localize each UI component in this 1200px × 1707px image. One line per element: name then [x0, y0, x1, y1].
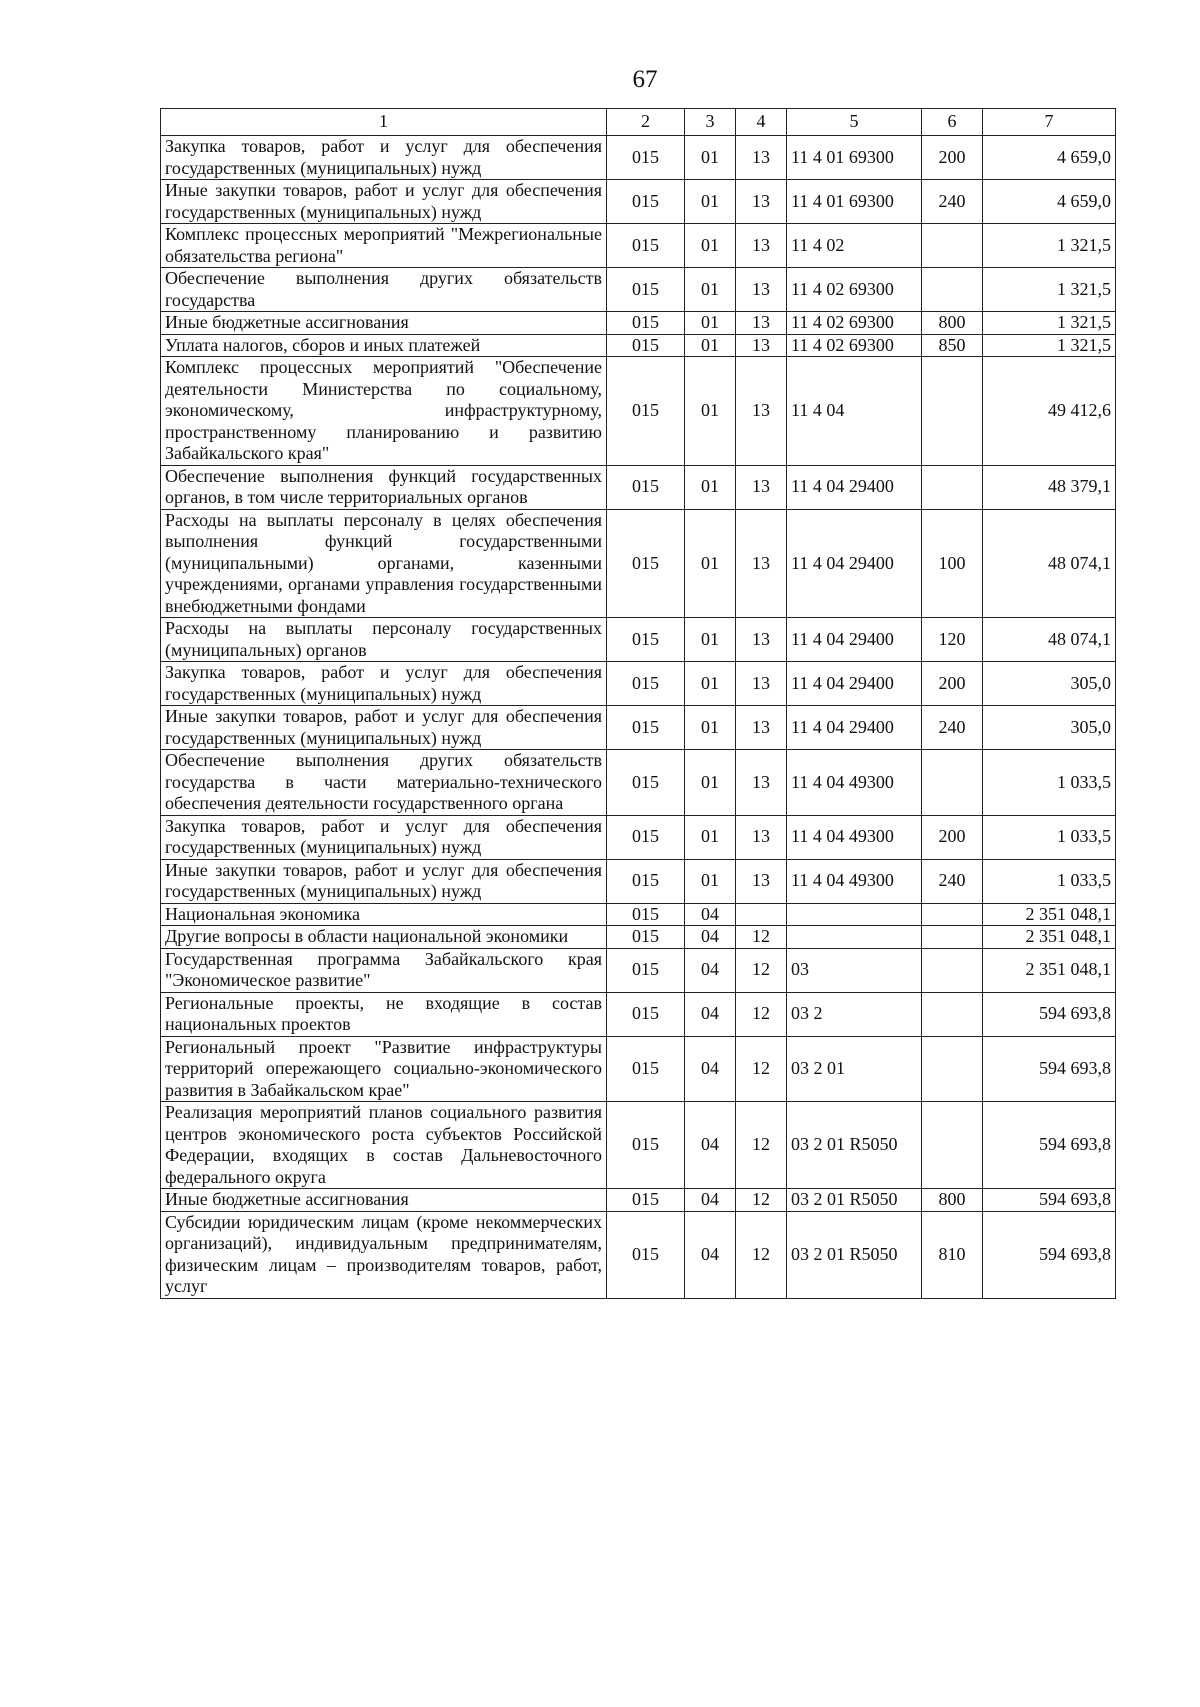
table-body	[161, 136, 1116, 1299]
row-subsection-cell: 12	[736, 1189, 787, 1212]
table-row	[161, 357, 1116, 466]
row-amount-cell: 48 074,1	[983, 618, 1116, 662]
row-target-cell: 11 4 04 49300	[787, 750, 922, 816]
row-section-cell: 01	[685, 357, 736, 466]
row-section-cell: 04	[685, 1211, 736, 1298]
table-row	[161, 1211, 1116, 1298]
row-name-cell: Субсидии юридическим лицам (кроме некоммерческих организаций), индивидуальным предпринимателям, физическим лицам – производителям товаров, работ, услуг	[161, 1211, 607, 1298]
row-target-cell	[787, 903, 922, 926]
row-type-cell	[922, 750, 983, 816]
row-subsection-cell: 13	[736, 268, 787, 312]
row-target-cell: 11 4 02 69300	[787, 312, 922, 335]
row-name-cell: Национальная экономика	[161, 903, 607, 926]
row-amount-cell: 305,0	[983, 706, 1116, 750]
row-type-cell	[922, 903, 983, 926]
row-target-cell: 11 4 04 29400	[787, 706, 922, 750]
row-name-cell: Государственная программа Забайкальского края "Экономическое развитие"	[161, 948, 607, 992]
row-amount-cell: 2 351 048,1	[983, 903, 1116, 926]
column-header: 3	[685, 109, 736, 136]
row-target-cell: 11 4 01 69300	[787, 136, 922, 180]
table-row	[161, 1102, 1116, 1189]
row-code-cell: 015	[607, 268, 685, 312]
row-subsection-cell: 13	[736, 465, 787, 509]
row-amount-cell: 594 693,8	[983, 992, 1116, 1036]
row-section-cell: 01	[685, 268, 736, 312]
table-row	[161, 706, 1116, 750]
row-subsection-cell: 13	[736, 750, 787, 816]
row-type-cell: 200	[922, 815, 983, 859]
page-number: 67	[632, 66, 658, 93]
table-row	[161, 750, 1116, 816]
row-target-cell: 11 4 04 29400	[787, 662, 922, 706]
row-type-cell: 240	[922, 706, 983, 750]
row-section-cell: 04	[685, 1102, 736, 1189]
row-subsection-cell: 12	[736, 1036, 787, 1102]
row-name-cell: Региональный проект "Развитие инфраструктуры территорий опережающего социально-экономического развития в Забайкальском крае"	[161, 1036, 607, 1102]
row-code-cell: 015	[607, 1102, 685, 1189]
column-header: 4	[736, 109, 787, 136]
row-code-cell: 015	[607, 136, 685, 180]
row-type-cell: 200	[922, 662, 983, 706]
row-type-cell	[922, 224, 983, 268]
row-code-cell: 015	[607, 312, 685, 335]
row-subsection-cell: 12	[736, 948, 787, 992]
row-section-cell: 01	[685, 618, 736, 662]
table-row	[161, 268, 1116, 312]
column-header: 6	[922, 109, 983, 136]
row-name-cell: Иные закупки товаров, работ и услуг для обеспечения государственных (муниципальных) нужд	[161, 706, 607, 750]
table-row	[161, 662, 1116, 706]
column-header: 7	[983, 109, 1116, 136]
row-type-cell: 800	[922, 312, 983, 335]
row-type-cell	[922, 992, 983, 1036]
row-section-cell: 01	[685, 662, 736, 706]
row-amount-cell: 1 321,5	[983, 334, 1116, 357]
row-target-cell: 03	[787, 948, 922, 992]
row-code-cell: 015	[607, 815, 685, 859]
row-amount-cell: 1 321,5	[983, 224, 1116, 268]
row-type-cell	[922, 1036, 983, 1102]
row-subsection-cell: 13	[736, 136, 787, 180]
row-subsection-cell: 12	[736, 1211, 787, 1298]
row-section-cell: 01	[685, 706, 736, 750]
row-section-cell: 01	[685, 815, 736, 859]
row-type-cell: 100	[922, 509, 983, 618]
row-target-cell: 11 4 02 69300	[787, 334, 922, 357]
row-section-cell: 04	[685, 1189, 736, 1212]
row-code-cell: 015	[607, 926, 685, 949]
row-target-cell: 11 4 02	[787, 224, 922, 268]
table-row	[161, 224, 1116, 268]
row-target-cell: 03 2 01 R5050	[787, 1211, 922, 1298]
row-code-cell: 015	[607, 750, 685, 816]
table-row	[161, 859, 1116, 903]
row-type-cell: 240	[922, 859, 983, 903]
row-subsection-cell	[736, 903, 787, 926]
row-subsection-cell: 13	[736, 859, 787, 903]
row-section-cell: 01	[685, 859, 736, 903]
row-type-cell	[922, 357, 983, 466]
row-subsection-cell: 13	[736, 509, 787, 618]
row-code-cell: 015	[607, 357, 685, 466]
row-section-cell: 01	[685, 312, 736, 335]
row-section-cell: 04	[685, 903, 736, 926]
row-name-cell: Обеспечение выполнения других обязательств государства в части материально-технического обеспечения деятельности государственного органа	[161, 750, 607, 816]
row-name-cell: Закупка товаров, работ и услуг для обеспечения государственных (муниципальных) нужд	[161, 662, 607, 706]
row-name-cell: Региональные проекты, не входящие в состав национальных проектов	[161, 992, 607, 1036]
row-subsection-cell: 13	[736, 224, 787, 268]
table-row	[161, 180, 1116, 224]
row-amount-cell: 49 412,6	[983, 357, 1116, 466]
row-amount-cell: 2 351 048,1	[983, 926, 1116, 949]
row-name-cell: Расходы на выплаты персоналу в целях обеспечения выполнения функций государственными (муниципальными) органами, казенными учреждениями, органами управления государственными внебюджетными фондами	[161, 509, 607, 618]
row-amount-cell: 48 379,1	[983, 465, 1116, 509]
row-amount-cell: 1 321,5	[983, 268, 1116, 312]
row-name-cell: Другие вопросы в области национальной экономики	[161, 926, 607, 949]
table-row	[161, 903, 1116, 926]
table-row	[161, 509, 1116, 618]
row-code-cell: 015	[607, 1036, 685, 1102]
row-code-cell: 015	[607, 662, 685, 706]
row-type-cell	[922, 268, 983, 312]
row-code-cell: 015	[607, 465, 685, 509]
row-target-cell: 03 2	[787, 992, 922, 1036]
row-code-cell: 015	[607, 180, 685, 224]
row-target-cell: 11 4 04	[787, 357, 922, 466]
row-subsection-cell: 13	[736, 312, 787, 335]
row-code-cell: 015	[607, 706, 685, 750]
row-amount-cell: 305,0	[983, 662, 1116, 706]
row-type-cell: 120	[922, 618, 983, 662]
row-type-cell: 810	[922, 1211, 983, 1298]
row-code-cell: 015	[607, 992, 685, 1036]
row-type-cell	[922, 465, 983, 509]
row-code-cell: 015	[607, 859, 685, 903]
row-amount-cell: 594 693,8	[983, 1036, 1116, 1102]
row-type-cell: 240	[922, 180, 983, 224]
row-name-cell: Иные закупки товаров, работ и услуг для обеспечения государственных (муниципальных) нужд	[161, 859, 607, 903]
row-amount-cell: 594 693,8	[983, 1102, 1116, 1189]
row-code-cell: 015	[607, 1189, 685, 1212]
row-code-cell: 015	[607, 224, 685, 268]
row-type-cell	[922, 1102, 983, 1189]
column-header: 1	[161, 109, 607, 136]
column-header: 5	[787, 109, 922, 136]
header-row	[161, 109, 1116, 136]
row-code-cell: 015	[607, 509, 685, 618]
table-row	[161, 1189, 1116, 1212]
row-target-cell	[787, 926, 922, 949]
row-name-cell: Комплекс процессных мероприятий "Обеспечение деятельности Министерства по социальному, экономическому, инфраструктурному, пространственному планированию и развитию Забайкальского края"	[161, 357, 607, 466]
row-subsection-cell: 12	[736, 926, 787, 949]
row-section-cell: 04	[685, 1036, 736, 1102]
row-section-cell: 01	[685, 136, 736, 180]
row-name-cell: Обеспечение выполнения других обязательств государства	[161, 268, 607, 312]
row-subsection-cell: 13	[736, 618, 787, 662]
row-section-cell: 04	[685, 948, 736, 992]
row-code-cell: 015	[607, 334, 685, 357]
table-row	[161, 926, 1116, 949]
row-type-cell: 850	[922, 334, 983, 357]
row-name-cell: Закупка товаров, работ и услуг для обеспечения государственных (муниципальных) нужд	[161, 815, 607, 859]
row-amount-cell: 594 693,8	[983, 1189, 1116, 1212]
row-target-cell: 11 4 04 49300	[787, 815, 922, 859]
row-target-cell: 11 4 01 69300	[787, 180, 922, 224]
row-name-cell: Иные бюджетные ассигнования	[161, 312, 607, 335]
row-amount-cell: 1 033,5	[983, 815, 1116, 859]
row-subsection-cell: 13	[736, 180, 787, 224]
table-row	[161, 992, 1116, 1036]
row-amount-cell: 1 033,5	[983, 750, 1116, 816]
table-row	[161, 618, 1116, 662]
row-target-cell: 11 4 02 69300	[787, 268, 922, 312]
row-subsection-cell: 13	[736, 706, 787, 750]
row-name-cell: Иные бюджетные ассигнования	[161, 1189, 607, 1212]
row-subsection-cell: 13	[736, 815, 787, 859]
row-name-cell: Комплекс процессных мероприятий "Межрегиональные обязательства региона"	[161, 224, 607, 268]
table-row	[161, 312, 1116, 335]
row-type-cell: 200	[922, 136, 983, 180]
row-target-cell: 03 2 01 R5050	[787, 1102, 922, 1189]
row-section-cell: 04	[685, 926, 736, 949]
column-header: 2	[607, 109, 685, 136]
row-subsection-cell: 12	[736, 1102, 787, 1189]
row-name-cell: Уплата налогов, сборов и иных платежей	[161, 334, 607, 357]
table-row	[161, 815, 1116, 859]
row-section-cell: 01	[685, 750, 736, 816]
row-subsection-cell: 13	[736, 334, 787, 357]
row-amount-cell: 1 033,5	[983, 859, 1116, 903]
table-row	[161, 136, 1116, 180]
row-amount-cell: 2 351 048,1	[983, 948, 1116, 992]
row-subsection-cell: 13	[736, 662, 787, 706]
row-amount-cell: 594 693,8	[983, 1211, 1116, 1298]
row-type-cell	[922, 926, 983, 949]
row-section-cell: 01	[685, 509, 736, 618]
table-row	[161, 334, 1116, 357]
row-target-cell: 11 4 04 29400	[787, 509, 922, 618]
row-section-cell: 04	[685, 992, 736, 1036]
row-target-cell: 11 4 04 49300	[787, 859, 922, 903]
row-amount-cell: 1 321,5	[983, 312, 1116, 335]
row-section-cell: 01	[685, 224, 736, 268]
row-amount-cell: 48 074,1	[983, 509, 1116, 618]
row-section-cell: 01	[685, 465, 736, 509]
row-code-cell: 015	[607, 618, 685, 662]
row-name-cell: Реализация мероприятий планов социального развития центров экономического роста субъектов Российской Федерации, входящих в состав Дальневосточного федерального округа	[161, 1102, 607, 1189]
row-target-cell: 03 2 01	[787, 1036, 922, 1102]
row-name-cell: Расходы на выплаты персоналу государственных (муниципальных) органов	[161, 618, 607, 662]
table-row	[161, 1036, 1116, 1102]
row-target-cell: 11 4 04 29400	[787, 465, 922, 509]
row-amount-cell: 4 659,0	[983, 136, 1116, 180]
row-code-cell: 015	[607, 948, 685, 992]
row-target-cell: 03 2 01 R5050	[787, 1189, 922, 1212]
budget-table	[160, 108, 1116, 1299]
table-row	[161, 948, 1116, 992]
row-name-cell: Закупка товаров, работ и услуг для обеспечения государственных (муниципальных) нужд	[161, 136, 607, 180]
row-subsection-cell: 13	[736, 357, 787, 466]
row-name-cell: Иные закупки товаров, работ и услуг для обеспечения государственных (муниципальных) нужд	[161, 180, 607, 224]
row-type-cell: 800	[922, 1189, 983, 1212]
row-section-cell: 01	[685, 334, 736, 357]
row-code-cell: 015	[607, 1211, 685, 1298]
row-target-cell: 11 4 04 29400	[787, 618, 922, 662]
row-type-cell	[922, 948, 983, 992]
row-subsection-cell: 12	[736, 992, 787, 1036]
row-amount-cell: 4 659,0	[983, 180, 1116, 224]
row-name-cell: Обеспечение выполнения функций государственных органов, в том числе территориальных органов	[161, 465, 607, 509]
row-code-cell: 015	[607, 903, 685, 926]
table-row	[161, 465, 1116, 509]
row-section-cell: 01	[685, 180, 736, 224]
